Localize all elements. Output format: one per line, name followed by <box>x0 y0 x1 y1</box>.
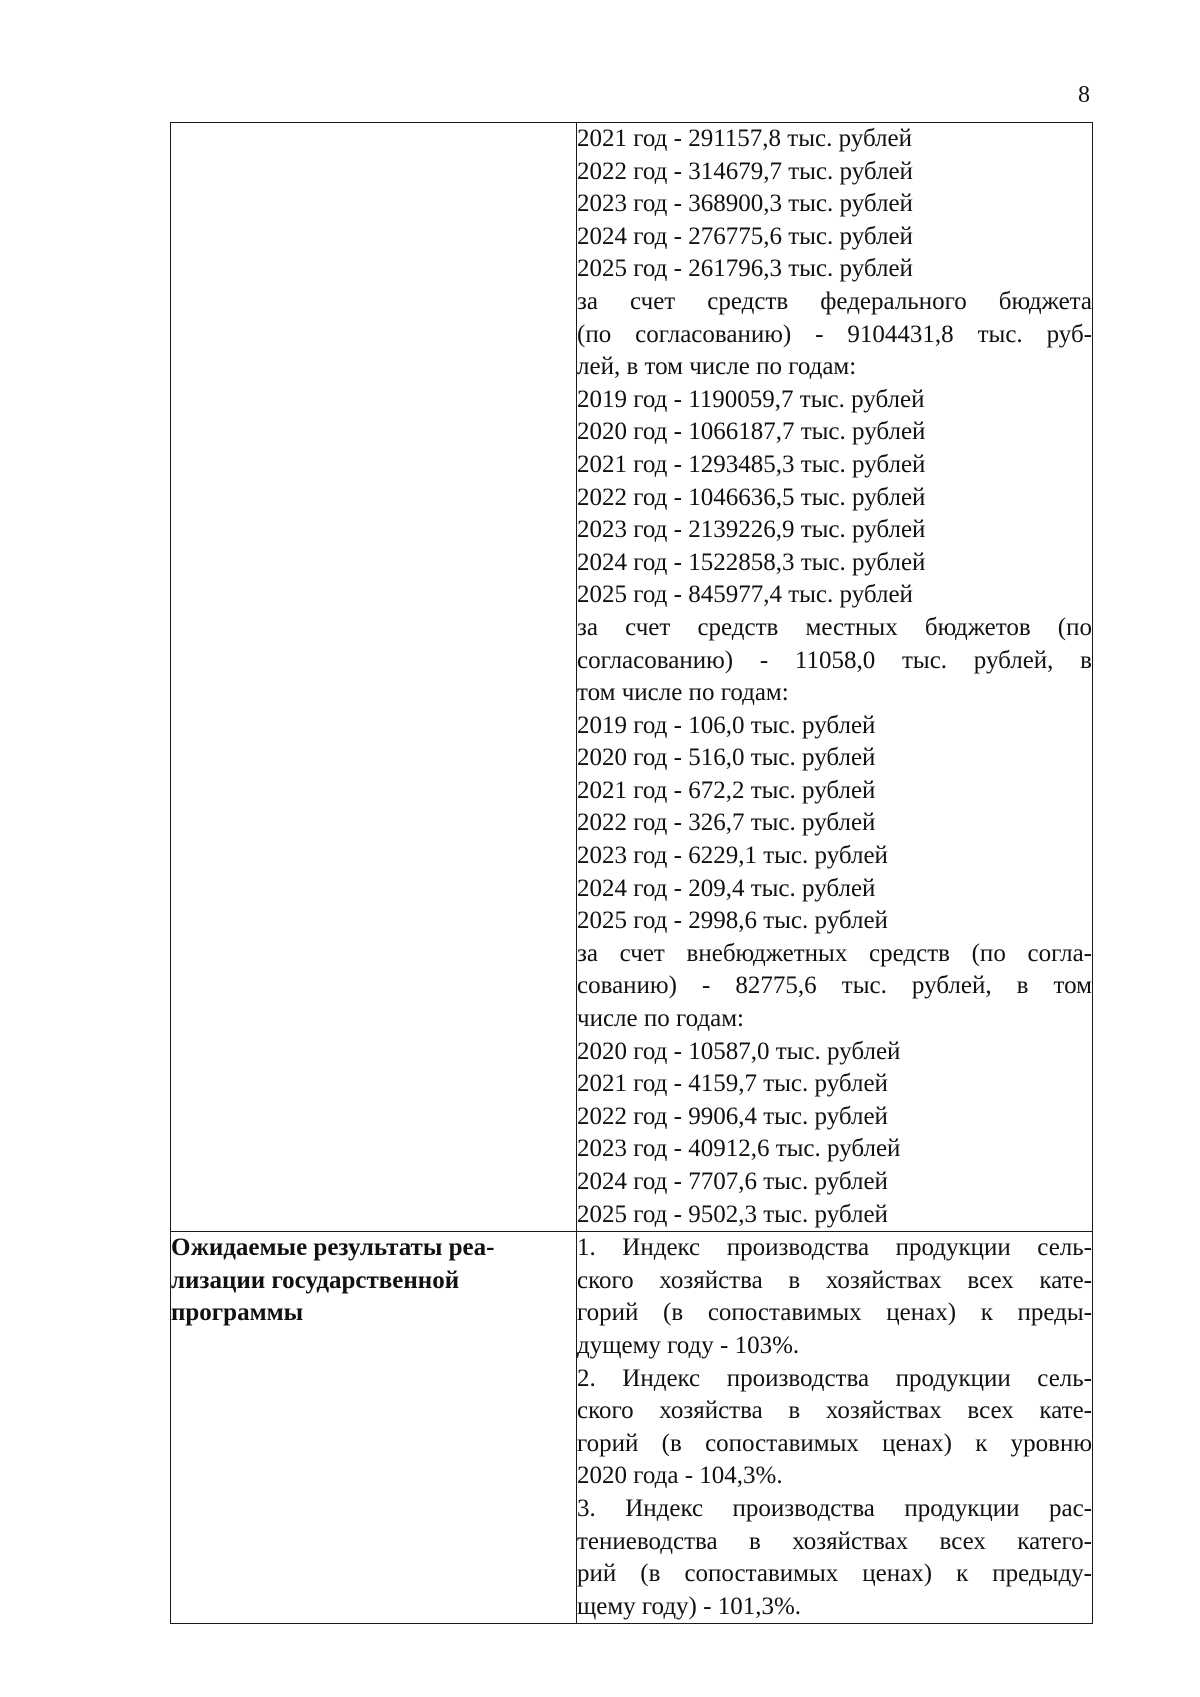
result-item-1-line: 1. Индекс производства продукции сель- <box>577 1234 1092 1262</box>
result-item-2-line: 2. Индекс производства продукции сель- <box>577 1364 1092 1392</box>
local-intro-line: том числе по годам: <box>577 679 789 707</box>
federal-year-line: 2020 год - 1066187,7 тыс. рублей <box>577 418 926 446</box>
regional-year-line: 2022 год - 314679,7 тыс. рублей <box>577 157 913 185</box>
regional-year-line: 2024 год - 276775,6 тыс. рублей <box>577 222 913 250</box>
local-intro-line: согласованию) - 11058,0 тыс. рублей, в <box>577 646 1092 674</box>
federal-year-line: 2022 год - 1046636,5 тыс. рублей <box>577 483 926 511</box>
result-item-3-line: щему году) - 101,3%. <box>577 1592 802 1620</box>
extrabudget-intro-line: за счет внебюджетных средств (по согла- <box>577 939 1092 967</box>
extrabudget-year-line: 2023 год - 40912,6 тыс. рублей <box>577 1135 901 1163</box>
regional-year-line: 2021 год - 291157,8 тыс. рублей <box>577 125 912 152</box>
result-item-3-line: тениеводства в хозяйствах всех катего- <box>577 1527 1092 1555</box>
results-row <box>171 1232 1093 1624</box>
federal-year-line: 2025 год - 845977,4 тыс. рублей <box>577 581 913 609</box>
page-number: 8 <box>1078 82 1090 108</box>
extrabudget-year-line: 2020 год - 10587,0 тыс. рублей <box>577 1037 901 1065</box>
result-item-3-line: рий (в сопоставимых ценах) к предыду- <box>577 1560 1092 1588</box>
results-label-line: Ожидаемые результаты реа- <box>171 1234 495 1262</box>
extrabudget-year-line: 2024 год - 7707,6 тыс. рублей <box>577 1168 888 1195</box>
funding-row <box>171 123 1093 1232</box>
extrabudget-intro-line: сованию) - 82775,6 тыс. рублей, в том <box>577 972 1092 1000</box>
extrabudget-intro-line: числе по годам: <box>577 1005 744 1033</box>
result-item-2-line: 2020 года - 104,3%. <box>577 1462 783 1490</box>
federal-intro-line: (по согласованию) - 9104431,8 тыс. руб- <box>577 320 1092 348</box>
local-year-line: 2019 год - 106,0 тыс. рублей <box>577 711 876 739</box>
results-label-line: лизации государственной <box>171 1266 460 1294</box>
extrabudget-year-line: 2025 год - 9502,3 тыс. рублей <box>577 1200 888 1228</box>
local-year-line: 2020 год - 516,0 тыс. рублей <box>577 744 876 772</box>
local-year-line: 2023 год - 6229,1 тыс. рублей <box>577 842 888 870</box>
result-item-3-line: 3. Индекс производства продукции рас- <box>577 1494 1092 1522</box>
result-item-1-line: ского хозяйства в хозяйствах всех кате- <box>577 1266 1092 1294</box>
federal-year-line: 2021 год - 1293485,3 тыс. рублей <box>577 450 926 478</box>
federal-year-line: 2019 год - 1190059,7 тыс. рублей <box>577 385 925 413</box>
local-intro-line: за счет средств местных бюджетов (по <box>577 613 1092 641</box>
federal-year-line: 2023 год - 2139226,9 тыс. рублей <box>577 516 926 544</box>
local-year-line: 2025 год - 2998,6 тыс. рублей <box>577 907 888 935</box>
regional-year-line: 2025 год - 261796,3 тыс. рублей <box>577 255 913 283</box>
passport-table <box>170 122 1093 1624</box>
funding-value-cell <box>577 123 1093 1232</box>
federal-year-line: 2024 год - 1522858,3 тыс. рублей <box>577 548 926 576</box>
results-label-line: программы <box>171 1299 304 1327</box>
result-item-1-line: дущему году - 103%. <box>577 1331 800 1359</box>
local-year-line: 2024 год - 209,4 тыс. рублей <box>577 874 876 902</box>
result-item-2-line: горий (в сопоставимых ценах) к уровню <box>577 1429 1092 1457</box>
federal-intro-line: за счет средств федерального бюджета <box>577 287 1092 315</box>
regional-year-line: 2023 год - 368900,3 тыс. рублей <box>577 190 913 218</box>
extrabudget-year-line: 2021 год - 4159,7 тыс. рублей <box>577 1070 888 1098</box>
result-item-2-line: ского хозяйства в хозяйствах всех кате- <box>577 1397 1092 1425</box>
local-year-line: 2021 год - 672,2 тыс. рублей <box>577 776 876 804</box>
funding-label-cell <box>171 123 577 1232</box>
extrabudget-year-line: 2022 год - 9906,4 тыс. рублей <box>577 1102 888 1130</box>
results-label-cell <box>171 1232 577 1624</box>
result-item-1-line: горий (в сопоставимых ценах) к преды- <box>577 1299 1092 1327</box>
federal-intro-line: лей, в том числе по годам: <box>577 353 857 381</box>
results-value-cell <box>577 1232 1093 1624</box>
local-year-line: 2022 год - 326,7 тыс. рублей <box>577 809 876 837</box>
